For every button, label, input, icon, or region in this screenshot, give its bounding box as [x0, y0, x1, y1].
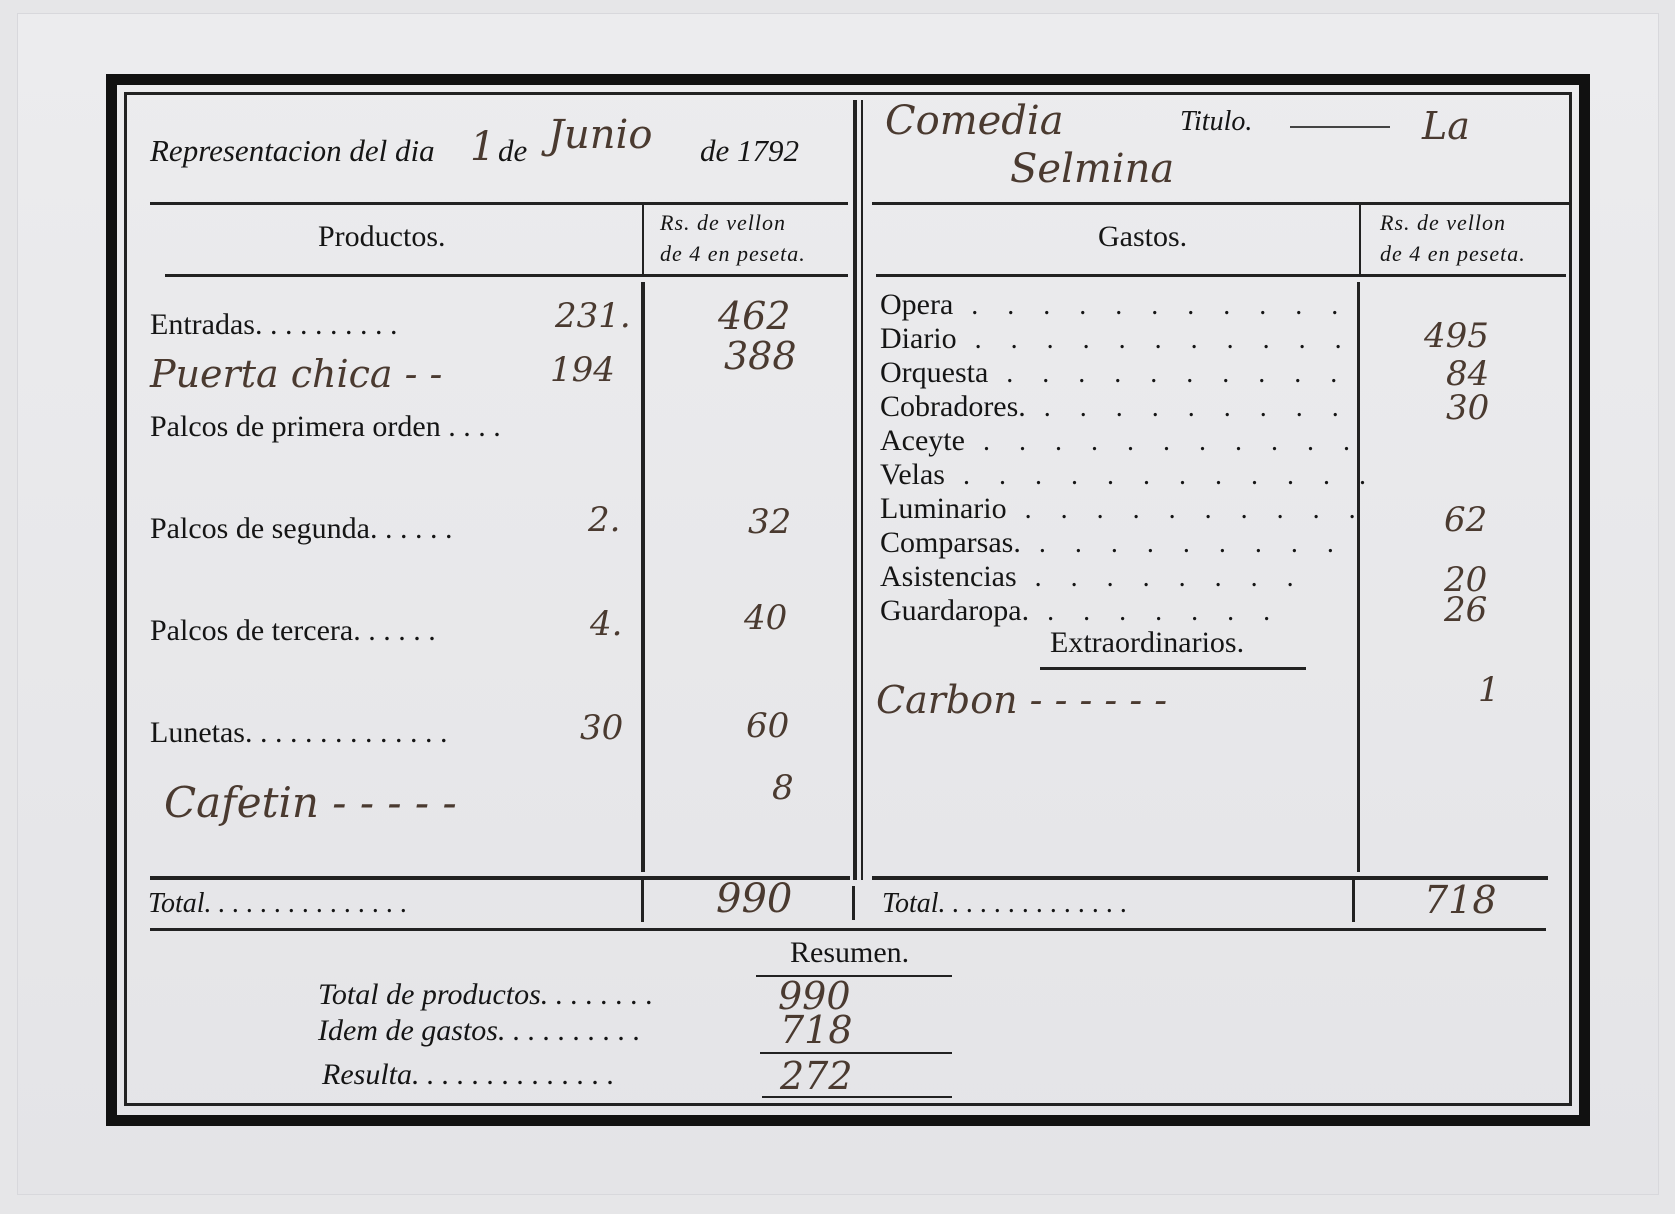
title-handwritten-la: La: [1422, 104, 1470, 148]
day-handwritten: 1: [470, 124, 496, 170]
gastos-unit-line1: Rs. de vellon: [1380, 210, 1507, 235]
total-center-divider: [852, 886, 855, 920]
row-entradas-amount: 462: [718, 294, 791, 338]
row-lunetas-count: 30: [580, 708, 624, 748]
productos-head-divider: [642, 202, 644, 274]
titulo-label: Titulo.: [1180, 106, 1253, 137]
gasto-cobradores-label: Cobradores. . . . . . . . . .: [880, 390, 1350, 423]
gasto-orquesta-label: Orquesta . . . . . . . . . .: [880, 356, 1349, 389]
gastos-head-divider: [1359, 202, 1361, 274]
productos-total-value: 990: [716, 876, 793, 922]
gasto-opera-label: Opera . . . . . . . . . . .: [880, 288, 1350, 321]
year-label: de 1792: [700, 133, 800, 168]
rule-right-header: [872, 202, 1572, 205]
gasto-luminario-label: Luminario . . . . . . . . . .: [880, 492, 1367, 525]
gasto-velas-label: Velas . . . . . . . . . . . .: [880, 458, 1377, 491]
gasto-cobradores-amount: 30: [1446, 388, 1490, 428]
comedia-handwritten: Comedia: [885, 98, 1064, 144]
gastos-heading: Gastos.: [1098, 220, 1188, 253]
row-palcos-segunda-amount: 32: [748, 502, 792, 542]
title-handwritten-selmina: Selmina: [1010, 146, 1175, 192]
total-left-divider: [641, 878, 644, 922]
resumen-total-productos-value: 990: [778, 974, 851, 1018]
representacion-label: Representacion del dia: [150, 133, 435, 168]
resumen-resulta-value: 272: [780, 1054, 853, 1098]
productos-heading: Productos.: [318, 220, 446, 253]
total-right-divider: [1352, 878, 1355, 922]
center-divider-thin: [861, 100, 863, 880]
rule-gastos-head: [876, 274, 1566, 277]
resumen-resulta-label: Resulta. . . . . . . . . . . . . .: [322, 1058, 615, 1091]
gasto-diario-amount: 495: [1424, 316, 1489, 356]
row-lunetas-label: Lunetas. . . . . . . . . . . . . .: [150, 716, 448, 749]
gasto-luminario-amount: 62: [1444, 500, 1488, 540]
row-palcos-segunda-count: 2.: [588, 500, 621, 540]
row-puerta-chica-label: Puerta chica - -: [150, 352, 443, 396]
row-palcos-tercera-label: Palcos de tercera. . . . . .: [150, 614, 436, 647]
gasto-guardaropa-amount: 26: [1444, 590, 1488, 630]
gasto-aceyte-label: Aceyte . . . . . . . . . . .: [880, 424, 1361, 457]
row-puerta-chica-count: 194: [550, 350, 615, 390]
row-palcos-primera-label: Palcos de primera orden . . . .: [150, 410, 501, 443]
gastos-total-label: Total. . . . . . . . . . . . . .: [882, 888, 1128, 919]
gastos-unit-line2: de 4 en peseta.: [1380, 241, 1526, 266]
resumen-gastos-value: 718: [780, 1008, 853, 1052]
gasto-diario-label: Diario . . . . . . . . . . .: [880, 322, 1353, 355]
rule-resumen-result: [762, 1096, 952, 1098]
gasto-carbon-label: Carbon - - - - - -: [876, 678, 1168, 722]
productos-total-label: Total. . . . . . . . . . . . . . .: [148, 888, 408, 919]
center-divider: [853, 100, 857, 880]
resumen-gastos-label: Idem de gastos. . . . . . . . . .: [318, 1014, 641, 1047]
resumen-heading: Resumen.: [790, 936, 910, 969]
month-handwritten: Junio: [548, 112, 653, 158]
row-cafetin-amount: 8: [772, 768, 794, 808]
extraordinarios-label: Extraordinarios.: [1050, 626, 1245, 659]
row-palcos-tercera-count: 4.: [590, 604, 623, 644]
productos-unit-line1: Rs. de vellon: [660, 210, 787, 235]
productos-unit-line2: de 4 en peseta.: [660, 241, 806, 266]
row-puerta-chica-amount: 388: [724, 334, 797, 378]
productos-amount-divider: [641, 282, 645, 872]
rule-below-totals: [150, 928, 1546, 931]
row-entradas-label: Entradas. . . . . . . . . .: [150, 308, 398, 341]
titulo-dash: [1290, 126, 1390, 128]
gasto-asistencias-label: Asistencias . . . . . . . .: [880, 560, 1305, 593]
row-cafetin-label: Cafetin - - - - -: [164, 778, 457, 827]
resumen-total-productos-label: Total de productos. . . . . . . .: [318, 978, 654, 1011]
gasto-guardaropa-label: Guardaropa. . . . . . . .: [880, 594, 1282, 627]
rule-left-header: [150, 202, 848, 205]
de-label: de: [498, 133, 528, 168]
gasto-asistencias-amount: 20: [1444, 560, 1488, 600]
gasto-comparsas-label: Comparsas. . . . . . . . . .: [880, 526, 1345, 559]
gastos-total-value: 718: [1424, 878, 1497, 922]
row-palcos-segunda-label: Palcos de segunda. . . . . .: [150, 512, 453, 545]
row-entradas-count: 231.: [555, 296, 631, 336]
gasto-orquesta-amount: 84: [1446, 354, 1490, 394]
rule-extraordinarios: [1040, 667, 1306, 670]
row-palcos-tercera-amount: 40: [744, 598, 788, 638]
rule-productos-head: [165, 274, 848, 277]
row-lunetas-amount: 60: [746, 706, 790, 746]
gasto-carbon-amount: 1: [1478, 670, 1500, 710]
gastos-amount-divider: [1357, 282, 1360, 872]
